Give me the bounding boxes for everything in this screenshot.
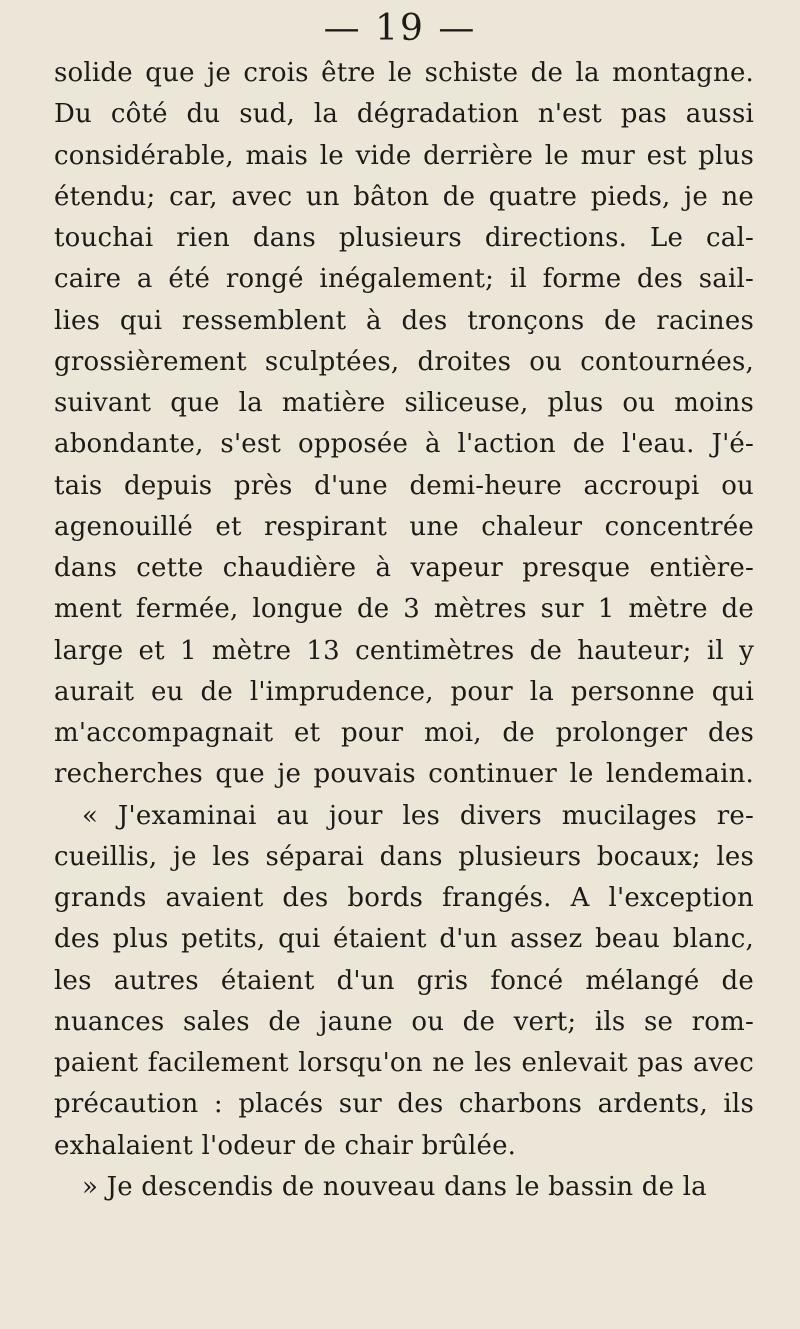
text-line: touchai rien dans plusieurs directions. Le cal- (54, 223, 754, 253)
text-line: nuances sales de jaune ou de vert; ils se rom- (54, 1006, 754, 1037)
text-line: grossièrement sculptées, droites ou contournées, (54, 346, 754, 377)
body-text (54, 53, 754, 1208)
text-line: solide que je crois être le schiste de la montagne. (54, 58, 754, 88)
text-line: aurait eu de l'imprudence, pour la personne qui (54, 676, 754, 707)
text-line-paragraph-start: » Je descendis de nouveau dans le bassin de la (82, 1171, 707, 1202)
text-line: les autres étaient d'un gris foncé mélangé de (54, 965, 754, 996)
text-line: grands avaient des bords frangés. A l'exception (54, 883, 754, 913)
text-line: tais depuis près d'une demi-heure accroupi ou (54, 470, 754, 501)
text-line-paragraph-end: exhalaient l'odeur de chair brûlée. (54, 1130, 517, 1161)
text-line: suivant que la matière siliceuse, plus ou moins (54, 388, 754, 418)
text-line: paient facilement lorsqu'on ne les enlevait pas avec (54, 1048, 754, 1078)
text-line: lies qui ressemblent à des tronçons de racines (54, 305, 754, 336)
text-line: recherches que je pouvais continuer le lendemain. (54, 759, 754, 790)
text-line-paragraph-start: « J'examinai au jour les divers mucilages re- (82, 800, 754, 831)
text-line: dans cette chaudière à vapeur presque entière- (54, 553, 754, 583)
text-line: étendu; car, avec un bâton de quatre pieds, je ne (54, 181, 754, 212)
page-number: — 19 — (323, 8, 477, 49)
text-line: large et 1 mètre 13 centimètres de hauteur; il y (54, 635, 754, 666)
text-line: ment fermée, longue de 3 mètres sur 1 mètre de (54, 594, 754, 625)
text-line: cueillis, je les séparai dans plusieurs bocaux; les (54, 841, 754, 872)
text-line: considérable, mais le vide derrière le mur est plus (54, 140, 754, 171)
text-line: des plus petits, qui étaient d'un assez beau blanc, (54, 924, 754, 955)
text-line: caire a été rongé inégalement; il forme des sail- (54, 264, 754, 295)
text-line: agenouillé et respirant une chaleur concentrée (54, 511, 754, 542)
text-line: m'accompagnait et pour moi, de prolonger des (54, 718, 754, 748)
text-line: Du côté du sud, la dégradation n'est pas aussi (54, 99, 754, 130)
text-line: précaution : placés sur des charbons ardents, ils (54, 1089, 754, 1120)
text-line: abondante, s'est opposée à l'action de l'eau. J'é- (54, 429, 754, 460)
